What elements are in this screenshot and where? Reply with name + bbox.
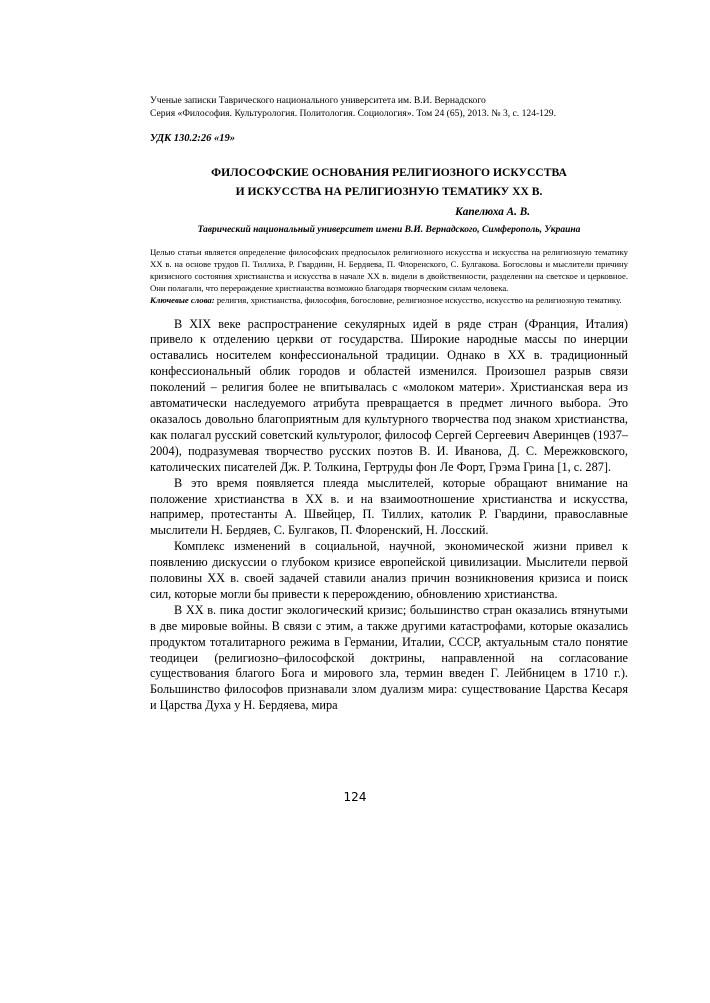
keywords-text: религия, христианства, философия, богословие, религиозное искусство, искусство на религиозную тематику. [214,294,622,305]
author-name: Капелюха А. В. [455,206,530,218]
author-affiliation: Таврический национальный университет имени В.И. Вернадского, Симферополь, Украина [197,225,581,235]
body-paragraph: В это время появляется плеяда мыслителей, которые обращают внимание на положение христианства в XX в. и на взаимоотношение христианства и искусства, например, протестанты А. Швейцер, П. Тиллих, католик Р. Гвардини, православные мыслители Н. Бердяев, С. Булгаков, П. Флоренский, Н. Лосский. [150,475,628,538]
body-text [150,317,628,715]
udk-code: УДК 130.2:26 «19» [150,133,236,144]
journal-header-line-1: Ученые записки Таврического национального университета им. В.И. Вернадского [150,95,486,106]
journal-header-line-2: Серия «Философия. Культурология. Политология. Социология». Том 24 (65), 2013. № 3, с. 124-129. [150,107,556,119]
paper-title-line-1: ФИЛОСОФСКИЕ ОСНОВАНИЯ РЕЛИГИОЗНОГО ИСКУССТВА [211,166,567,179]
paper-title [150,163,628,201]
abstract: Целью статьи является определение философских предпосылок религиозного искусства и искусства на религиозную тематику XX в. на основе трудов П. Тиллиха, Р. Гвардини, Н. Бердяева, П. Флоренского, С. Булгакова. Богословы и мыслители причину кризисного состояния христианства и искусства в начале XX в. видели в двойственности, разделении на светское и церковное. Они полагали, что перерождение христианства возможно благодаря творческим силам человека. [150,247,628,293]
keywords [150,295,628,307]
keywords-label: Ключевые слова: [150,294,215,305]
body-paragraph: В XIX веке распространение секулярных идей в ряде стран (Франция, Италия) привело к отделению церкви от государства. Широкие народные массы по инерции оставались носителем конфессиональной традиции. Однако в XX в. традиционный конфессиональный облик городов и областей изменился. Произошел разрыв связи поколений – религия более не впитывалась с «молоком матери». Христианская вера из автоматически наследуемого атрибута превращается в предмет личного выбора. Это оказалось довольно благоприятным для культурного творчества под знаком христианства, как полагал русский советский культуролог, философ Сергей Сергеевич Аверинцев (1937–2004), подразумевая творчество русских поэтов В. И. Иванова, Д. С. Мережковского, католических писателей Дж. Р. Толкина, Гертруды фон Ле Форт, Грэма Грина [1, с. 287]. [150,316,628,474]
body-paragraph: В XX в. пика достиг экологический кризис; большинство стран оказались втянутыми в две мировые войны. В связи с этим, а также другими катастрофами, которые оказались продуктом тоталитарного режима в Германии, Италии, СССР, актуальным стало понятие теодицеи (религиозно–философской доктрины, направленной на согласование существования благого Бога и мирового зла, термин введен Г. Лейбницем в 1710 г.). Большинство философов признавали злом дуализм мира: существование Царства Кесаря и Царства Духа у Н. Бердяева, мира [150,602,628,713]
paper-page [150,95,628,714]
page-number: 124 [343,790,367,804]
body-paragraph: Комплекс изменений в социальной, научной, экономической жизни привел к появлению дискуссии о глубоком кризисе европейской цивилизации. Мыслители первой половины XX в. своей задачей ставили анализ причин возникновения кризиса и поиск сил, которые могли бы привести к перерождению, обновлению христианства. [150,539,628,601]
paper-title-line-2: И ИСКУССТВА НА РЕЛИГИОЗНУЮ ТЕМАТИКУ XX В. [235,185,543,198]
journal-header [150,95,628,120]
